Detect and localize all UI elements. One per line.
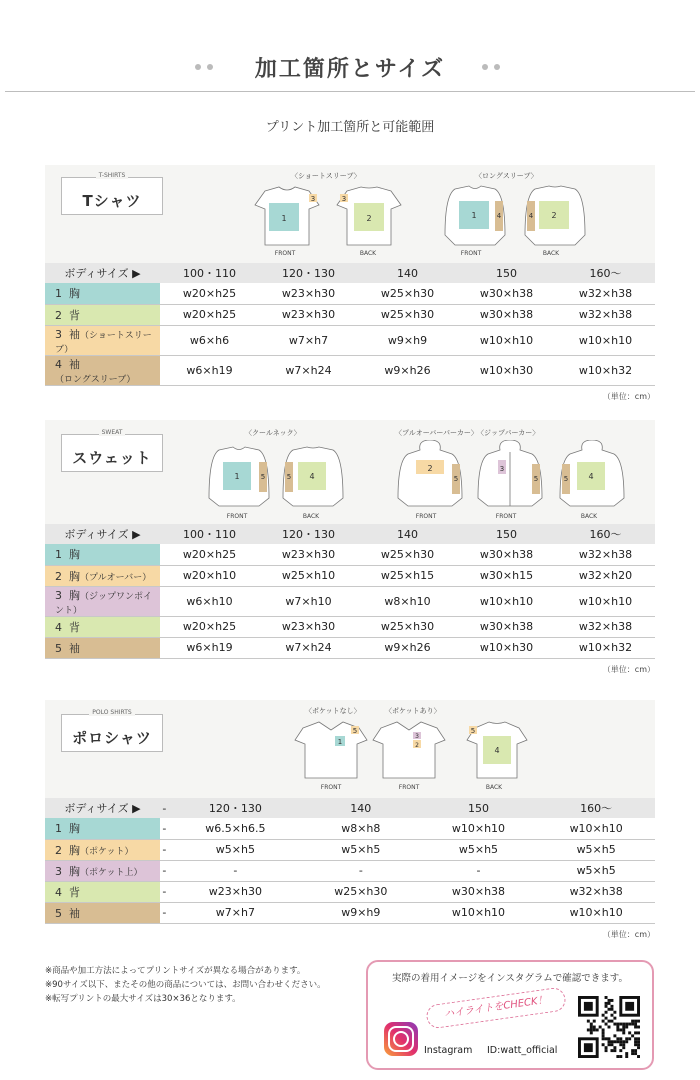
row-part: 背 xyxy=(69,308,80,322)
table-row xyxy=(45,818,655,839)
size-cell: w10×h10 xyxy=(457,325,556,355)
marker-back: 4 xyxy=(494,746,500,755)
size-cell: w6×h6 xyxy=(160,325,259,355)
marker-above-pocket: 3 xyxy=(415,733,419,740)
size-cell: w6×h19 xyxy=(160,355,259,385)
size-cell: w6.5×h6.5 xyxy=(169,818,302,839)
size-cell: - xyxy=(160,902,169,923)
size-cell: w10×h10 xyxy=(556,325,655,355)
marker-sleeve: 3 xyxy=(310,195,316,203)
marker-chest: 1 xyxy=(281,214,287,223)
row-sub: （プルオーバー） xyxy=(80,572,152,583)
row-label xyxy=(45,283,160,304)
size-cell: w23×h30 xyxy=(259,304,358,325)
row-number: 1 xyxy=(55,548,62,562)
sweat-category-box xyxy=(61,429,163,472)
marker-zip: 3 xyxy=(499,465,505,473)
size-cell: w25×h30 xyxy=(302,881,420,902)
size-cell: w30×h38 xyxy=(457,616,556,637)
sweat-section xyxy=(45,420,655,675)
table-row xyxy=(45,616,655,637)
size-header: 150 xyxy=(457,524,556,544)
row-label xyxy=(45,355,160,385)
row-number: 1 xyxy=(55,822,62,836)
marker-sleeve-back: 5 xyxy=(286,473,292,481)
label-front: FRONT xyxy=(320,784,342,791)
size-cell: w10×h32 xyxy=(556,637,655,658)
size-cell: w30×h15 xyxy=(457,565,556,586)
row-label xyxy=(45,839,160,860)
size-cell: w6×h10 xyxy=(160,586,259,616)
size-header: - xyxy=(160,798,169,818)
row-part: 袖 xyxy=(69,906,80,920)
label-back: BACK xyxy=(302,513,320,520)
marker-chest: 1 xyxy=(471,211,477,220)
size-cell: w20×h25 xyxy=(160,283,259,304)
instagram-label: Instagram xyxy=(424,1045,473,1056)
hoodie-illustration xyxy=(390,440,630,514)
size-cell: w10×h10 xyxy=(420,902,538,923)
size-cell: w10×h10 xyxy=(537,902,655,923)
highlight-badge xyxy=(425,986,567,1029)
label-back: BACK xyxy=(359,250,377,257)
unit-note: （単位：cm） xyxy=(602,664,655,674)
size-cell: w7×h24 xyxy=(259,637,358,658)
size-cell: - xyxy=(420,860,538,881)
size-cell: w32×h38 xyxy=(537,881,655,902)
size-header: 120・130 xyxy=(259,524,358,544)
size-header: 140 xyxy=(302,798,420,818)
row-number: 4 xyxy=(55,885,62,899)
size-cell: w32×h38 xyxy=(556,304,655,325)
polo-illustration-area xyxy=(45,700,655,798)
size-header: 160〜 xyxy=(537,798,655,818)
marker-back: 2 xyxy=(551,211,557,220)
polo-section xyxy=(45,700,655,940)
size-header: 150 xyxy=(420,798,538,818)
note-line: ※転写プリントの最大サイズは30×36となります。 xyxy=(45,994,241,1004)
size-cell: w30×h38 xyxy=(457,544,556,565)
table-row xyxy=(45,544,655,565)
label-front: FRONT xyxy=(495,513,517,520)
size-cell: w7×h7 xyxy=(169,902,302,923)
row-number: 5 xyxy=(55,641,62,655)
row-number: 3 xyxy=(55,864,62,878)
unit-note: （単位：cm） xyxy=(602,929,655,939)
row-number: 4 xyxy=(55,620,62,634)
size-cell: - xyxy=(160,818,169,839)
label-front: FRONT xyxy=(226,513,248,520)
polo-size-table xyxy=(45,798,655,924)
row-number: 3 xyxy=(55,588,62,602)
row-number: 2 xyxy=(55,569,62,583)
size-cell: w5×h5 xyxy=(537,860,655,881)
polo-category-box xyxy=(61,709,163,752)
row-label xyxy=(45,565,160,586)
size-header: 160〜 xyxy=(556,524,655,544)
size-header: 100・110 xyxy=(160,524,259,544)
with-pocket-caption: 〈ポケットあり〉 xyxy=(385,707,441,715)
marker-back: 4 xyxy=(309,472,315,481)
long-sleeve-tshirts-illustration xyxy=(435,185,595,250)
size-cell: w10×h10 xyxy=(537,818,655,839)
table-row xyxy=(45,304,655,325)
size-cell: w30×h38 xyxy=(457,304,556,325)
tshirts-section xyxy=(45,165,655,402)
size-header: 140 xyxy=(358,524,457,544)
table-row xyxy=(45,325,655,355)
size-cell: w20×h25 xyxy=(160,304,259,325)
tshirts-illustration-area xyxy=(45,165,655,263)
size-cell: w9×h9 xyxy=(358,325,457,355)
sweat-size-table xyxy=(45,524,655,659)
table-row xyxy=(45,565,655,586)
size-cell: w32×h20 xyxy=(556,565,655,586)
instagram-text: 実際の着用イメージをインスタグラムで確認できます。 xyxy=(391,973,629,984)
page-header xyxy=(0,40,700,100)
size-cell: w6×h19 xyxy=(160,637,259,658)
row-part: 胸 xyxy=(69,864,80,878)
marker-sleeve: 5 xyxy=(453,475,459,483)
size-cell: w20×h25 xyxy=(160,544,259,565)
short-sleeve-caption: 〈ショートスリーブ〉 xyxy=(291,172,361,180)
marker-long-sleeve-back: 4 xyxy=(528,212,534,220)
marker-back: 2 xyxy=(366,214,372,223)
size-cell: w25×h30 xyxy=(358,283,457,304)
row-part: 袖 xyxy=(69,327,80,341)
row-number: 2 xyxy=(55,843,62,857)
page-title: 加工箇所とサイズ xyxy=(254,57,446,82)
qr-code-icon[interactable] xyxy=(578,996,640,1058)
label-back: BACK xyxy=(542,250,560,257)
marker-sleeve-zip: 5 xyxy=(533,475,539,483)
header-divider xyxy=(5,91,695,92)
size-cell: w10×h10 xyxy=(457,586,556,616)
marker-chest: 1 xyxy=(337,738,343,746)
size-cell: w25×h30 xyxy=(358,304,457,325)
sweat-category-jp: スウェット xyxy=(72,449,152,467)
row-label xyxy=(45,818,160,839)
table-row xyxy=(45,902,655,923)
size-cell: w7×h7 xyxy=(259,325,358,355)
row-number: 2 xyxy=(55,308,62,322)
label-front: FRONT xyxy=(274,250,296,257)
size-cell: w10×h30 xyxy=(457,355,556,385)
instagram-box[interactable] xyxy=(366,960,654,1070)
row-sub: （ポケット） xyxy=(80,846,134,857)
table-row xyxy=(45,839,655,860)
row-label xyxy=(45,586,160,616)
highlight-text: ハイライトをCHECK！ xyxy=(443,994,549,1021)
unit-note: （単位：cm） xyxy=(602,391,655,401)
marker-sleeve: 5 xyxy=(352,727,358,735)
size-cell: w32×h38 xyxy=(556,544,655,565)
sweat-category-en: SWEAT xyxy=(99,429,126,436)
row-part: 袖 xyxy=(69,357,80,371)
row-sub: （ポケット上） xyxy=(80,867,143,878)
row-number: 1 xyxy=(55,287,62,301)
size-header: 120・130 xyxy=(259,263,358,283)
size-cell: w5×h5 xyxy=(420,839,538,860)
decor-dots-right xyxy=(482,64,500,70)
instagram-account[interactable]: ID:watt_official xyxy=(487,1045,558,1056)
size-cell: w10×h10 xyxy=(556,586,655,616)
row-label xyxy=(45,544,160,565)
table-row xyxy=(45,881,655,902)
row-part: 胸 xyxy=(69,822,80,836)
row-part: 胸 xyxy=(69,548,80,562)
body-size-label: ボディサイズ ▶ xyxy=(45,798,160,818)
subtitle: プリント加工箇所と可能範囲 xyxy=(265,120,435,135)
size-cell: w25×h10 xyxy=(259,565,358,586)
row-label xyxy=(45,881,160,902)
sweat-illustration-area xyxy=(45,420,655,524)
row-part: 胸 xyxy=(69,843,80,857)
size-cell: w9×h9 xyxy=(302,902,420,923)
row-label xyxy=(45,325,160,355)
label-front: FRONT xyxy=(415,513,437,520)
tshirts-category-box xyxy=(61,172,163,215)
size-cell: - xyxy=(169,860,302,881)
row-part: 背 xyxy=(69,620,80,634)
size-cell: w10×h10 xyxy=(420,818,538,839)
size-cell: w30×h38 xyxy=(420,881,538,902)
note-line: ※商品や加工方法によってプリントサイズが異なる場合があります。 xyxy=(45,966,306,976)
row-label xyxy=(45,902,160,923)
instagram-icon[interactable] xyxy=(384,1022,418,1056)
row-number: 3 xyxy=(55,327,62,341)
size-header-row xyxy=(45,263,655,283)
size-cell: w23×h30 xyxy=(259,616,358,637)
marker-chest: 1 xyxy=(234,472,240,481)
row-part: 背 xyxy=(69,885,80,899)
row-label xyxy=(45,860,160,881)
pullover-caption: 〈プルオーバーパーカー〉 xyxy=(395,429,478,437)
size-header: 100・110 xyxy=(160,263,259,283)
size-cell: w20×h10 xyxy=(160,565,259,586)
polo-category-en: POLO SHIRTS xyxy=(89,709,134,716)
size-cell: w7×h10 xyxy=(259,586,358,616)
body-size-label: ボディサイズ ▶ xyxy=(45,524,160,544)
size-header-row xyxy=(45,524,655,544)
crew-neck-caption: 〈クールネック〉 xyxy=(245,429,301,437)
short-sleeve-tshirts-illustration xyxy=(247,185,407,250)
size-cell: w23×h30 xyxy=(259,544,358,565)
marker-sleeve-back: 5 xyxy=(470,727,476,735)
row-part: 袖 xyxy=(69,641,80,655)
size-cell: w10×h30 xyxy=(457,637,556,658)
crew-neck-sweat-illustration xyxy=(203,446,355,514)
marker-long-sleeve: 4 xyxy=(496,212,502,220)
tshirts-size-table xyxy=(45,263,655,386)
size-cell: - xyxy=(160,881,169,902)
table-row xyxy=(45,860,655,881)
size-cell: w32×h38 xyxy=(556,283,655,304)
body-size-label: ボディサイズ ▶ xyxy=(45,263,160,283)
size-header: 120・130 xyxy=(169,798,302,818)
marker-back: 4 xyxy=(588,472,594,481)
row-sub: （ショートスリーブ） xyxy=(55,330,152,355)
marker-pocket: 2 xyxy=(415,742,419,749)
size-cell: w10×h32 xyxy=(556,355,655,385)
row-label xyxy=(45,616,160,637)
row-label xyxy=(45,637,160,658)
size-cell: w25×h30 xyxy=(358,544,457,565)
size-cell: w9×h26 xyxy=(358,355,457,385)
size-cell: w23×h30 xyxy=(259,283,358,304)
polo-category-jp: ポロシャツ xyxy=(72,729,152,747)
notes xyxy=(45,964,326,1006)
size-cell: w32×h38 xyxy=(556,616,655,637)
marker-pullover: 2 xyxy=(427,464,433,473)
no-pocket-caption: 〈ポケットなし〉 xyxy=(305,707,361,715)
long-sleeve-caption: 〈ロングスリーブ〉 xyxy=(475,172,538,180)
size-cell: w8×h10 xyxy=(358,586,457,616)
size-cell: - xyxy=(160,860,169,881)
table-row xyxy=(45,355,655,385)
size-cell: w25×h15 xyxy=(358,565,457,586)
size-header: 140 xyxy=(358,263,457,283)
table-row xyxy=(45,637,655,658)
size-header-row xyxy=(45,798,655,818)
row-number: 5 xyxy=(55,906,62,920)
size-cell: w5×h5 xyxy=(302,839,420,860)
row-number: 4 xyxy=(55,357,62,371)
table-row xyxy=(45,586,655,616)
size-cell: w30×h38 xyxy=(457,283,556,304)
size-cell: w5×h5 xyxy=(537,839,655,860)
size-cell: - xyxy=(302,860,420,881)
size-cell: w25×h30 xyxy=(358,616,457,637)
size-cell: - xyxy=(160,839,169,860)
row-part: 胸 xyxy=(69,588,80,602)
row-part: 胸 xyxy=(69,287,80,301)
size-cell: w9×h26 xyxy=(358,637,457,658)
tshirts-category-jp: Tシャツ xyxy=(82,192,142,210)
label-front: FRONT xyxy=(398,784,420,791)
note-line: ※90サイズ以下、またその他の商品については、お問い合わせください。 xyxy=(45,980,326,990)
marker-sleeve-back: 5 xyxy=(563,475,569,483)
polo-illustration xyxy=(293,720,533,782)
zip-caption: 〈ジップパーカー〉 xyxy=(477,429,540,437)
row-sub: （ジップワンポイント） xyxy=(55,591,153,616)
marker-sleeve-back: 3 xyxy=(341,195,347,203)
size-cell: w8×h8 xyxy=(302,818,420,839)
size-header: 160〜 xyxy=(556,263,655,283)
size-header: 150 xyxy=(457,263,556,283)
label-front: FRONT xyxy=(460,250,482,257)
tshirts-category-en: T-SHIRTS xyxy=(96,172,129,179)
label-back: BACK xyxy=(580,513,598,520)
label-back: BACK xyxy=(485,784,503,791)
marker-sleeve: 5 xyxy=(260,473,266,481)
size-cell: w23×h30 xyxy=(169,881,302,902)
row-label xyxy=(45,304,160,325)
row-sub: （ロングスリーブ） xyxy=(55,374,136,385)
row-part: 胸 xyxy=(69,569,80,583)
size-cell: w20×h25 xyxy=(160,616,259,637)
size-cell: w7×h24 xyxy=(259,355,358,385)
size-cell: w5×h5 xyxy=(169,839,302,860)
table-row xyxy=(45,283,655,304)
